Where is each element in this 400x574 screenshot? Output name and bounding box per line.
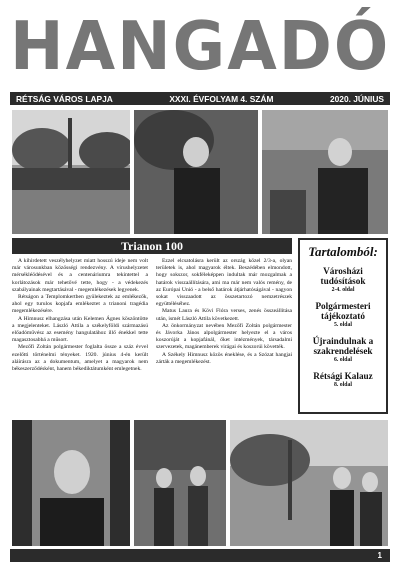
contents-item-title: Polgármesteri tájékoztató — [315, 301, 371, 321]
publication-subtitle: RÉTSÁG VÁROS LAPJA — [16, 93, 113, 104]
contents-item-title: Újraindulnak a szakrendelések — [312, 336, 374, 356]
newspaper-title: HANGADÓ — [10, 8, 391, 86]
issue-date: 2020. JÚNIUS — [329, 93, 384, 104]
photo-portrait-man — [12, 420, 130, 546]
article-paragraph: Az önkormányzat nevében Mezőfi Zoltán polgármester és Jávorka János alpolgármester helyezte el a város koszorúját a kopjafánál, őket intézmények, társadalmi szervezetek, magánemberek virágai és koszorúi követték. — [156, 322, 292, 351]
photo-wreath-laying — [230, 420, 388, 546]
article-paragraph: A Himnusz elhangzása után Kelemen Ágnes köszöntötte a megjelenteket. László Attila a székelyföldi származású előadóművész az esemény hangulatához illő énekkel tette magasztosabbá a műsort. — [12, 315, 148, 344]
contents-title: Tartalomból: — [308, 244, 378, 259]
photo-mayor-speech — [262, 110, 388, 234]
article-paragraph: Mezőfi Zoltán polgármester foglalta össze a száz évvel ezelőtti történelmi tényeket. 1920. június 4-én került aláírásra az a dokumentum, amelyet a magyarok nem békeszerződésként, hanem békediktátumként emlegetnek. — [12, 344, 148, 373]
masthead — [10, 6, 390, 88]
contents-item-page: 8. oldal — [333, 382, 353, 388]
article-paragraph: Ezzel elcsatolásra került az ország közel 2/3-a, olyan területek is, ahol magyarok éltek. Beszédében elmondott, hogy sokszor, sokféleképpen indultak már mozgalmak a határok visszaállítására, ami ma már nem valós remény, de az Európai Unió - a belső határok átjárhatóságával - nagyon sokat visszaadott az összetartozó nemzetrészek együttéléséhez. — [156, 258, 292, 308]
issue-number: XXXI. ÉVFOLYAM 4. SZÁM — [169, 93, 274, 104]
table-of-contents — [298, 238, 388, 414]
page-number: 1 — [377, 551, 382, 560]
contents-item-page: 6. oldal — [333, 357, 353, 363]
article-paragraph: A Székely Himnusz közös éneklése, és a Szózat hangjai zárták a megemlékezést. — [156, 351, 292, 365]
article-paragraph: Rétságon a Templomkertben gyülekeztek az emlékezők, ahol egy turulos kopjafa emlékeztet a trianoni tragédia megemlékezésére. — [12, 294, 148, 315]
contents-item-page: 2-4. oldal — [331, 287, 355, 293]
photo-ceremony-crowd — [12, 110, 130, 234]
issue-info-bar — [10, 92, 390, 105]
footer-bar — [10, 549, 390, 562]
photo-singer — [134, 110, 258, 234]
contents-item-page: 5. oldal — [333, 322, 353, 328]
article-paragraph: A kihirdetett veszélyhelyzet miatt hosszú ideje nem volt már városunkban közösségi rendezvény. A vírushelyzetet mérsékléödésével és a centenáriumra tekintettel a korlátozások már tehetővé tette, hogy - a védekezés szabályainak megtartásával - megemlékezések legyenek. — [12, 258, 148, 293]
article-body — [12, 258, 292, 408]
article-headline: Trianon 100 — [12, 238, 292, 254]
contents-item-title: Városházi tudósítások — [320, 266, 366, 286]
contents-item-title: Rétsági Kalauz — [313, 371, 373, 381]
article-paragraph: Matus Laura és Kövi Flóra verses, zenés összeállítása után, ismét László Attila következett. — [156, 308, 292, 322]
photo-reciters — [134, 420, 226, 546]
